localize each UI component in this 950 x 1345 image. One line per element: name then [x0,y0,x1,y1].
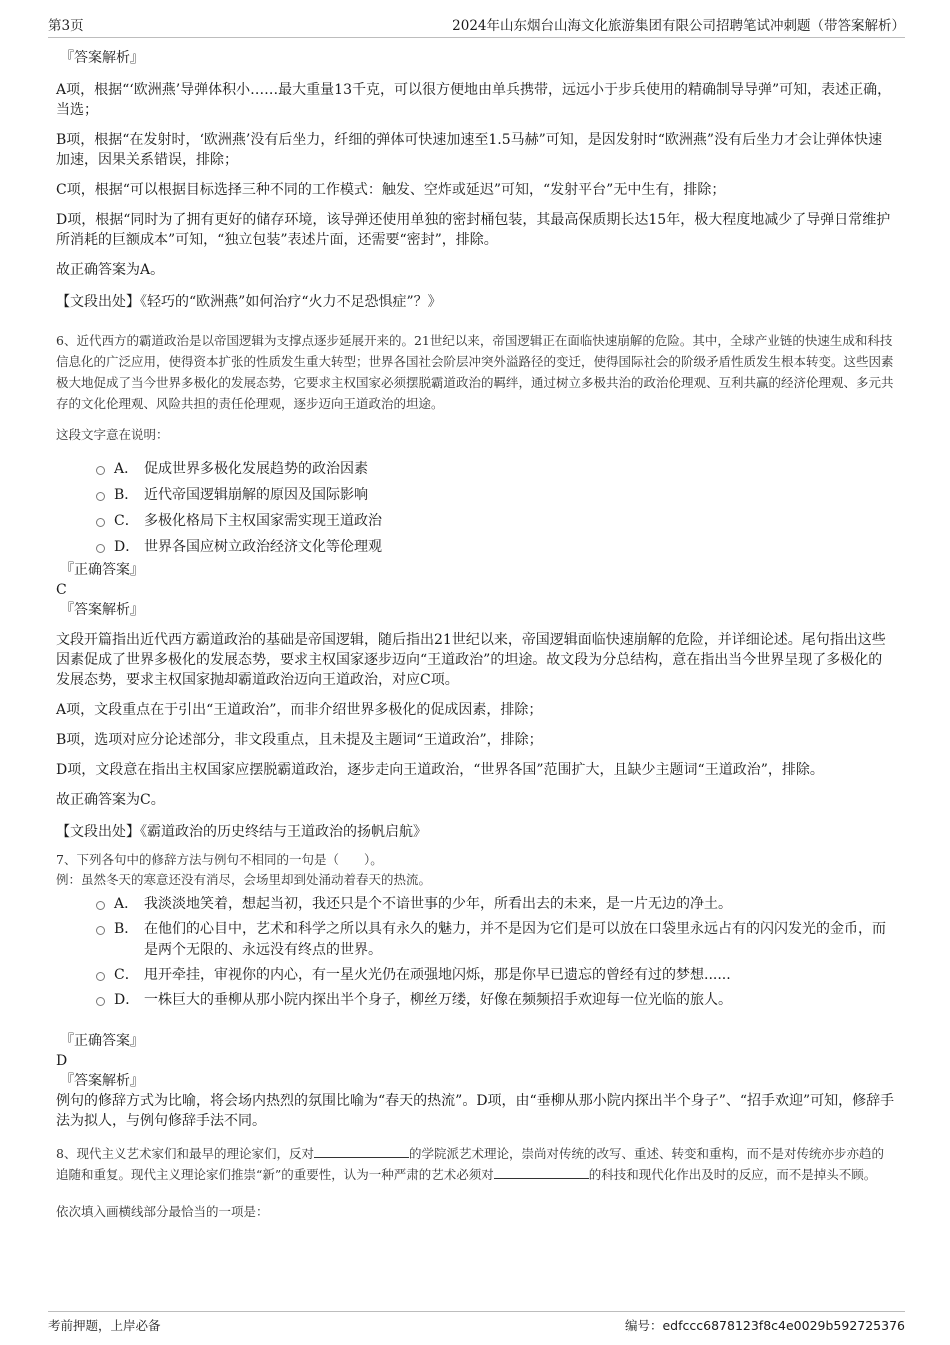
q5-conclusion: 故正确答案为A。 [56,262,165,278]
q7-analysis-tag: 『答案解析』 [60,1073,144,1089]
q5-source: 【文段出处】《轻巧的“欧洲燕”如何治疗“火力不足恐惧症”？》 [56,294,442,310]
q8-stem: 8、现代主义艺术家们和最早的理论家们，反对 的学院派艺术理论，崇尚对传统的改写、重述、转变和重构，而不是对传统亦步亦趋的追随和重复。现代主义理论家们推崇“新”的重要性，认为一种严肃的艺术必须对 的科技和现代化作出及时的反应，而不是掉头不顾。 [56,1146,884,1182]
q8-question: 依次填入画横线部分最恰当的一项是： [56,1204,269,1219]
radio-icon[interactable] [96,926,105,935]
q6-analysis-d: D项，文段意在指出主权国家应摆脱霸道政治，逐步走向王道政治，“世界各国”范围扩大，且缺少主题词“王道政治”，排除。 [56,762,824,778]
fill-blank [314,1145,409,1158]
q6-option-a[interactable]: A． 促成世界多极化发展趋势的政治因素 [96,459,896,480]
radio-icon[interactable] [96,997,105,1006]
q6-analysis-b: B项，选项对应分论述部分，非文段重点，且未提及主题词“王道政治”，排除； [56,732,543,748]
radio-icon[interactable] [96,518,105,527]
page-number: 第3页 [48,18,84,34]
q6-answer-tag: 『正确答案』 [60,562,144,578]
q7-stem: 7、下列各句中的修辞方法与例句不相同的一句是（ ）。 [56,852,383,867]
q6-options [96,459,896,558]
q6-source: 【文段出处】《霸道政治的历史终结与王道政治的扬帆启航》 [56,824,427,840]
q7-option-b[interactable]: B． 在他们的心目中，艺术和科学之所以具有永久的魅力，并不是因为它们是可以放在口袋里永远占有的闪闪发光的金币，而是两个无限的、永远没有终点的世界。 [96,919,896,961]
page-footer [48,1311,905,1334]
q5-analysis-b: B项，根据“在发射时，‘欧洲燕’没有后坐力，纤细的弹体可快速加速至1.5马赫”可知，是因发射时“欧洲燕”没有后坐力才会让弹体快速加速，因果关系错误，排除； [56,132,883,168]
q5-analysis-c: C项，根据“可以根据目标选择三种不同的工作模式：触发、空炸或延迟”可知，“发射平台”无中生有，排除； [56,182,726,198]
radio-icon[interactable] [96,466,105,475]
q7-answer-tag: 『正确答案』 [60,1033,144,1049]
page-header [48,14,905,38]
radio-icon[interactable] [96,901,105,910]
radio-icon[interactable] [96,544,105,553]
q7-options [96,894,896,1011]
q7-answer: D [56,1053,68,1069]
document-title: 2024年山东烟台山海文化旅游集团有限公司招聘笔试冲刺题（带答案解析） [452,18,905,34]
q6-question: 这段文字意在说明： [56,427,169,442]
q5-analysis-a: A项，根据“‘欧洲燕’导弹体积小……最大重量13千克，可以很方便地由单兵携带，远远小于步兵使用的精确制导导弹”可知，表述正确，当选； [56,82,892,118]
q6-option-b[interactable]: B． 近代帝国逻辑崩解的原因及国际影响 [96,485,896,506]
page-content [56,48,896,1222]
q7-analysis: 例句的修辞方式为比喻，将会场内热烈的氛围比喻为“春天的热流”。D项，由“垂柳从那小院内探出半个身子”、“招手欢迎”可知，修辞手法为拟人，与例句修辞手法不同。 [56,1093,895,1129]
fill-blank [494,1166,589,1179]
q7-option-c[interactable]: C． 甩开牵挂，审视你的内心，有一星火光仍在顽强地闪烁，那是你早已遗忘的曾经有过的梦想...... [96,965,896,986]
q6-analysis-a: A项，文段重点在于引出“王道政治”，而非介绍世界多极化的促成因素，排除； [56,702,543,718]
radio-icon[interactable] [96,492,105,501]
q6-analysis: 文段开篇指出近代西方霸道政治的基础是帝国逻辑，随后指出21世纪以来，帝国逻辑面临快速崩解的危险，并详细论述。尾句指出这些因素促成了世界多极化的发展态势，要求主权国家逐步迈向“王道政治”的坦途。故文段为分总结构，意在指出当今世界呈现了多极化的发展态势，要求主权国家抛却霸道政治迈向王道政治，对应C项。 [56,632,886,688]
document-code: 编号：edfccc6878123f8c4e0029b592725376 [624,1318,905,1333]
q6-analysis-tag: 『答案解析』 [60,602,144,618]
footer-slogan: 考前押题，上岸必备 [48,1318,161,1333]
q6-option-d[interactable]: D． 世界各国应树立政治经济文化等伦理观 [96,537,896,558]
q7-option-a[interactable]: A． 我淡淡地笑着，想起当初，我还只是个不谙世事的少年，所看出去的未来，是一片无边的净土。 [96,894,896,915]
q6-answer: C [56,582,67,598]
q6-conclusion: 故正确答案为C。 [56,792,165,808]
q6-option-c[interactable]: C． 多极化格局下主权国家需实现王道政治 [96,511,896,532]
q7-option-d[interactable]: D． 一株巨大的垂柳从那小院内探出半个身子，柳丝万缕，好像在频频招手欢迎每一位光临的旅人。 [96,990,896,1011]
q5-analysis-tag: 『答案解析』 [60,50,144,66]
q6-stem: 6、近代西方的霸道政治是以帝国逻辑为支撑点逐步延展开来的。21世纪以来，帝国逻辑正在面临快速崩解的危险。其中，全球产业链的快速生成和科技信息化的广泛应用，使得资本扩张的性质发生重大转型；世界各国社会阶层冲突外溢路径的变迁，使得国际社会的阶级矛盾性质发生根本转变。这些因素极大地促成了当今世界多极化的发展态势，它要求主权国家必须摆脱霸道政治的羁绊，通过树立多极共治的政治伦理观、互利共赢的经济伦理观、多元共存的文化伦理观、风险共担的责任伦理观，逐步迈向王道政治的坦途。 [56,333,894,411]
q7-example: 例：虽然冬天的寒意还没有消尽，会场里却到处涌动着春天的热流。 [56,872,432,887]
radio-icon[interactable] [96,972,105,981]
q5-analysis-d: D项，根据“同时为了拥有更好的储存环境，该导弹还使用单独的密封桶包装，其最高保质期长达15年，极大程度地减少了导弹日常维护所消耗的巨额成本”可知，“独立包装”表述片面，还需要“密封”，排除。 [56,212,891,248]
